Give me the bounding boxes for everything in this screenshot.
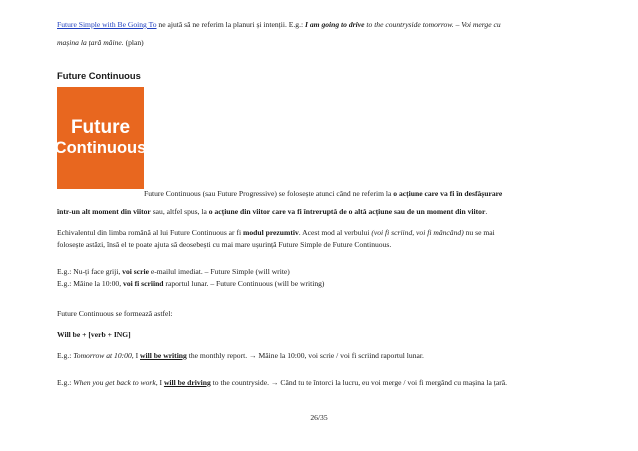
para-equivalent-line1: Echivalentul din limba română al lui Future Continuous ar fi modul prezumtiv. Acest mod al verbului (voi fi scriind, voi fi mâncând) nu se mai (57, 228, 495, 237)
example-future-simple: E.g.: Nu-ți face griji, voi scrie e-mailul imediat. – Future Simple (will write) (57, 267, 290, 276)
para-going-to-line1: Future Simple with Be Going To ne ajută să ne referim la planuri și intenții. E.g.: I am going to drive to the countryside tomorrow. – Voi merge cu (57, 20, 501, 29)
para-definition-line2: într-un alt moment din viitor sau, altfel spus, la o acțiune din viitor care va fi întreruptă de o altă acțiune sau de un moment din viitor. (57, 207, 488, 216)
section-heading: Future Continuous (57, 70, 141, 81)
formation-formula: Will be + [verb + ING] (57, 330, 131, 339)
future-simple-going-to-link[interactable]: Future Simple with Be Going To (57, 20, 157, 29)
example-future-continuous: E.g.: Mâine la 10:00, voi fi scriind raportul lunar. – Future Continuous (will be writing) (57, 279, 325, 288)
future-continuous-logo: Future Continuous (57, 87, 144, 189)
page-number: 26/35 (310, 413, 328, 422)
example-writing: E.g.: Tomorrow at 10:00, I will be writing the monthly report. → Mâine la 10:00, voi scrie / voi fi scriind raportul lunar. (57, 351, 424, 360)
example-driving: E.g.: When you get back to work, I will be driving to the countryside. → Când tu te întorci la lucru, eu voi merge / voi fi mergând cu mașina la țară. (57, 378, 507, 387)
para-definition-line1: Future Continuous (sau Future Progressive) se folosește atunci când ne referim la o acțiune care va fi în desfășurare (144, 189, 503, 198)
para-equivalent-line2: folosește astăzi, însă el te poate ajuta să deosebești cu mai mare ușurință Future Simple de Future Continuous. (57, 240, 392, 249)
para-going-to-line2: mașina la țară mâine. (plan) (57, 38, 144, 47)
formation-intro: Future Continuous se formează astfel: (57, 309, 173, 318)
